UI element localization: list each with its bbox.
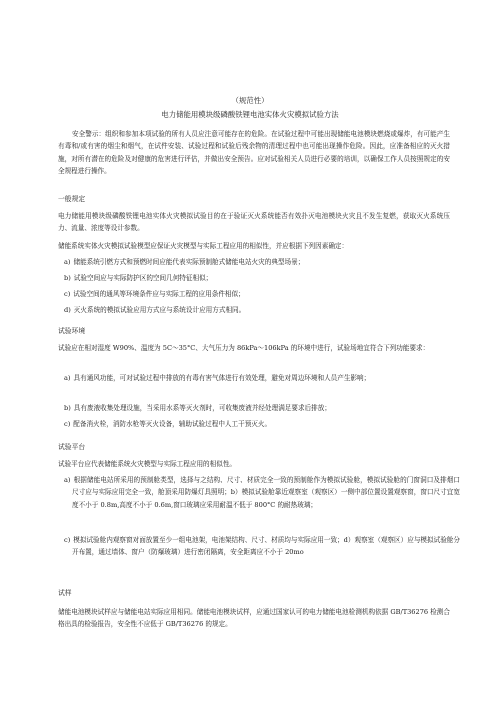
environment-list-item xyxy=(64,418,460,430)
list-marker: c) xyxy=(64,536,71,544)
document-title: 电力储能用模块级磷酸铁锂电池实体火灾模拟试验方法 xyxy=(161,110,339,119)
list-marker: d) xyxy=(64,306,71,314)
general-list-item xyxy=(64,272,460,284)
list-item-text: 配备消火栓，消防水枪等灭火设备，辅助试验过程中人工干预灭火。 xyxy=(73,420,272,428)
environment-list-item xyxy=(64,402,460,414)
list-marker: a) xyxy=(64,258,71,266)
list-item-text: 试验空间应与实际防护区的空间几何特征相似； xyxy=(73,274,213,282)
list-item-text: 具有废液收集处理设施，当采用水系等灭火剂时，可收集废液并经处理满足要求后排放； xyxy=(73,404,331,412)
safety-warning-paragraph: 安全警示：组织和参加本项试验的所有人员应注意可能存在的危险。在试验过程中可能出现储能电池模块燃烧或爆炸，有可能产生有毒和/或有害的烟尘和烟气，在试件安装、试验过程和试验后残余物的清理过程中也可能出现操作危险。因此，应准备相应的灭火措施，对所有潜在的危险及对健康的危害进行评估，并做出安全预告。应对试验相关人员进行必要的培训，以确保工作人员按照规定的安全规程进行操作。 xyxy=(58,130,450,176)
heading-general-provisions: 一般规定 xyxy=(58,195,86,203)
environment-list-item xyxy=(64,372,460,384)
list-item-text: 模拟试验舱内观察窗对面放置至少一组电池架，电池架结构、尺寸、材质均与实际应用一致；d）观察室（观察区）应与模拟试验舱分开布置，通过墙体、窗户（防爆玻璃）进行密闭隔离，安全距离应不小于 20mo xyxy=(72,536,460,557)
general-paragraph-model: 储能系统实体火灾模拟试验模型应保证火灾模型与实际工程应用的相似性，并应根据下列因素确定： xyxy=(58,242,349,250)
general-list-item xyxy=(64,288,460,300)
list-item-text: 根据储能电站所采用的预制舱类型，选择与之结构、尺寸、材质完全一致的预制舱作为模拟试验舱，模拟试验舱的门窗洞口及排烟口尺寸应与实际应用完全一致，舱顶采用防爆灯具照明；b）模拟试验舱靠近观察室（观察区）一侧中部位置设置观察窗，窗口尺寸宜宽度不小于 0.8m,高度不小于 0.6m,窗口玻璃应采用耐温不低于 800°C 的耐热玻璃； xyxy=(72,476,460,509)
general-paragraph-purpose: 电力储能用模块级磷酸铁锂电池实体火灾模拟试验目的在于验证灭火系统能否有效扑灭电池模块火灾且不发生复燃，获取灭火系统压力、流量、浓度等设计参数。 xyxy=(58,212,450,233)
list-marker: a) xyxy=(64,374,71,382)
list-item-text: 试验空间的通风等环境条件应与实际工程的应用条件相似； xyxy=(73,290,245,298)
heading-test-platform: 试验平台 xyxy=(58,443,86,451)
platform-list-item xyxy=(64,534,460,559)
general-list-item xyxy=(64,304,460,316)
platform-paragraph: 试验平台应代表储能系统火灾模型与实际工程应用的相似性。 xyxy=(58,460,237,468)
list-item-text: 具有通风功能，可对试验过程中排放的有毒有害气体进行有效处理，避免对周边环境和人员产生影响； xyxy=(73,374,371,382)
general-list-item xyxy=(64,256,460,268)
sample-paragraph: 储能电池模块试样应与储能电站实际应用相同。储能电池模块试样，应通过国家认可的电力储能电池检测机构依据 GB/T36276 检测合格出具的检验报告，安全性不应低于 GB/T36276 的规定。 xyxy=(58,608,450,629)
heading-test-environment: 试验环境 xyxy=(58,327,86,335)
list-item-text: 灭火系统的模拟试验应用方式应与系统设计应用方式相同。 xyxy=(73,306,246,314)
list-item-text: 储能系统引燃方式和预燃时间应能代表实际预制舱式储能电站火灾的典型场景； xyxy=(73,258,305,266)
list-marker: a) xyxy=(64,476,71,484)
environment-paragraph: 试验应在相对湿度 W90%、温度为 5C〜35°C、大气压力为 86kPa〜106kPa 的环境中进行，试验场地宜符合下列功能要求： xyxy=(58,344,430,352)
list-marker: c) xyxy=(64,420,71,428)
heading-test-sample: 试样 xyxy=(58,589,72,597)
list-marker: c) xyxy=(64,290,71,298)
list-marker: b) xyxy=(64,404,71,412)
platform-list-item xyxy=(64,474,460,511)
annex-normative-tag: （规范性） xyxy=(231,96,269,105)
list-marker: b) xyxy=(64,274,71,282)
